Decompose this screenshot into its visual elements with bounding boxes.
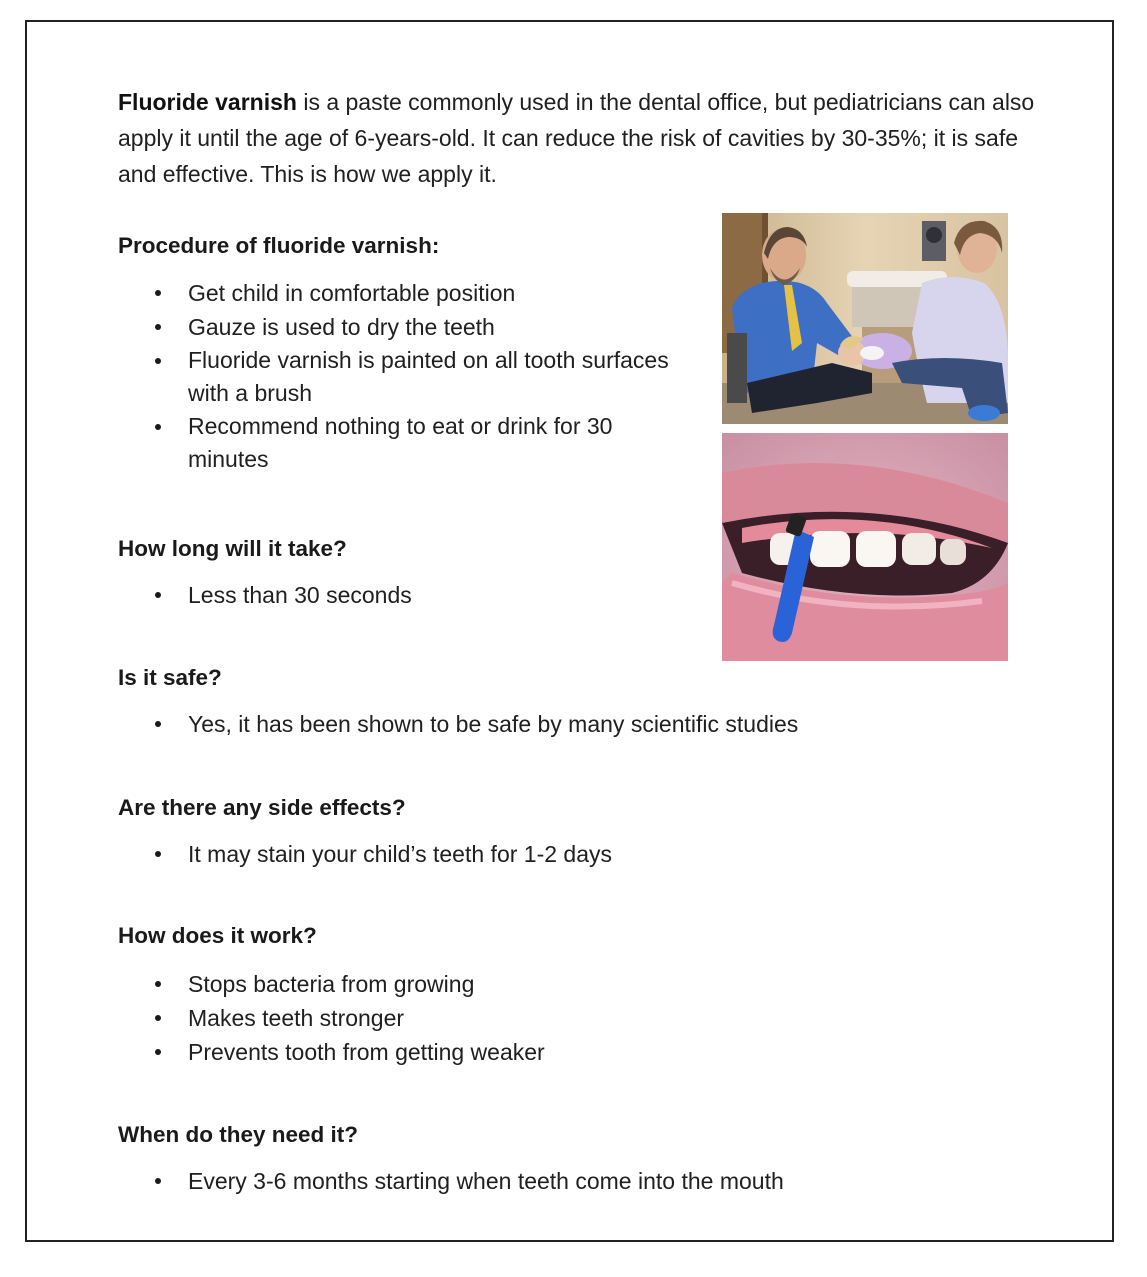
intro-paragraph [118,84,1038,192]
bullet-dot [155,851,161,857]
list-item-text: Stops bacteria from growing [188,971,475,997]
list-item-text: Yes, it has been shown to be safe by many scientific studies [188,711,799,737]
bullet-dot [155,981,161,987]
bullet-dot [155,1178,161,1184]
duration-list [118,578,412,612]
side-effects-list [118,837,612,871]
list-item [118,967,545,1001]
list-item [118,1001,545,1035]
intro-text: is a paste commonly used in the dental office, but pediatricians can also apply it until the age of 6-years-old. It can reduce the risk of cavities by 30-35%; it is safe and effective. This is how we apply it. [118,89,1035,187]
section-title-duration: How long will it take? [118,536,347,561]
bullet-dot [155,1015,161,1021]
list-item [118,310,678,344]
list-item-text: Get child in comfortable position [188,280,516,306]
list-item [118,578,412,612]
bullet-dot [155,592,161,598]
list-item-text: It may stain your child’s teeth for 1-2 days [188,841,612,867]
frequency-list [118,1164,784,1198]
list-item-text: Recommend nothing to eat or drink for 30 minutes [188,413,613,472]
bullet-dot [155,358,161,364]
brush-painting-teeth-photo [722,433,1008,661]
list-item [118,837,612,871]
procedure-list [118,276,678,476]
list-item-text: Fluoride varnish is painted on all tooth surfaces with a brush [188,347,669,406]
list-item-text: Gauze is used to dry the teeth [188,314,495,340]
list-item [118,1035,545,1069]
list-item [118,707,798,741]
section-title-procedure: Procedure of fluoride varnish: [118,233,440,258]
list-item [118,276,678,310]
bullet-dot [155,721,161,727]
list-item-text: Makes teeth stronger [188,1005,405,1031]
bullet-dot [155,424,161,430]
bullet-dot [155,290,161,296]
section-title-frequency: When do they need it? [118,1122,358,1147]
list-item [118,344,678,410]
bullet-dot [155,1049,161,1055]
section-title-safety: Is it safe? [118,665,222,690]
list-item [118,1164,784,1198]
how-it-works-list [118,967,545,1069]
list-item [118,410,678,476]
intro-bold-term: Fluoride varnish [118,89,297,115]
doctor-applying-varnish-to-child-photo [722,213,1008,424]
section-title-how-it-works: How does it work? [118,923,317,948]
list-item-text: Prevents tooth from getting weaker [188,1039,545,1065]
safety-list [118,707,798,741]
section-title-side-effects: Are there any side effects? [118,795,406,820]
list-item-text: Less than 30 seconds [188,582,412,608]
list-item-text: Every 3-6 months starting when teeth come into the mouth [188,1168,784,1194]
bullet-dot [155,324,161,330]
